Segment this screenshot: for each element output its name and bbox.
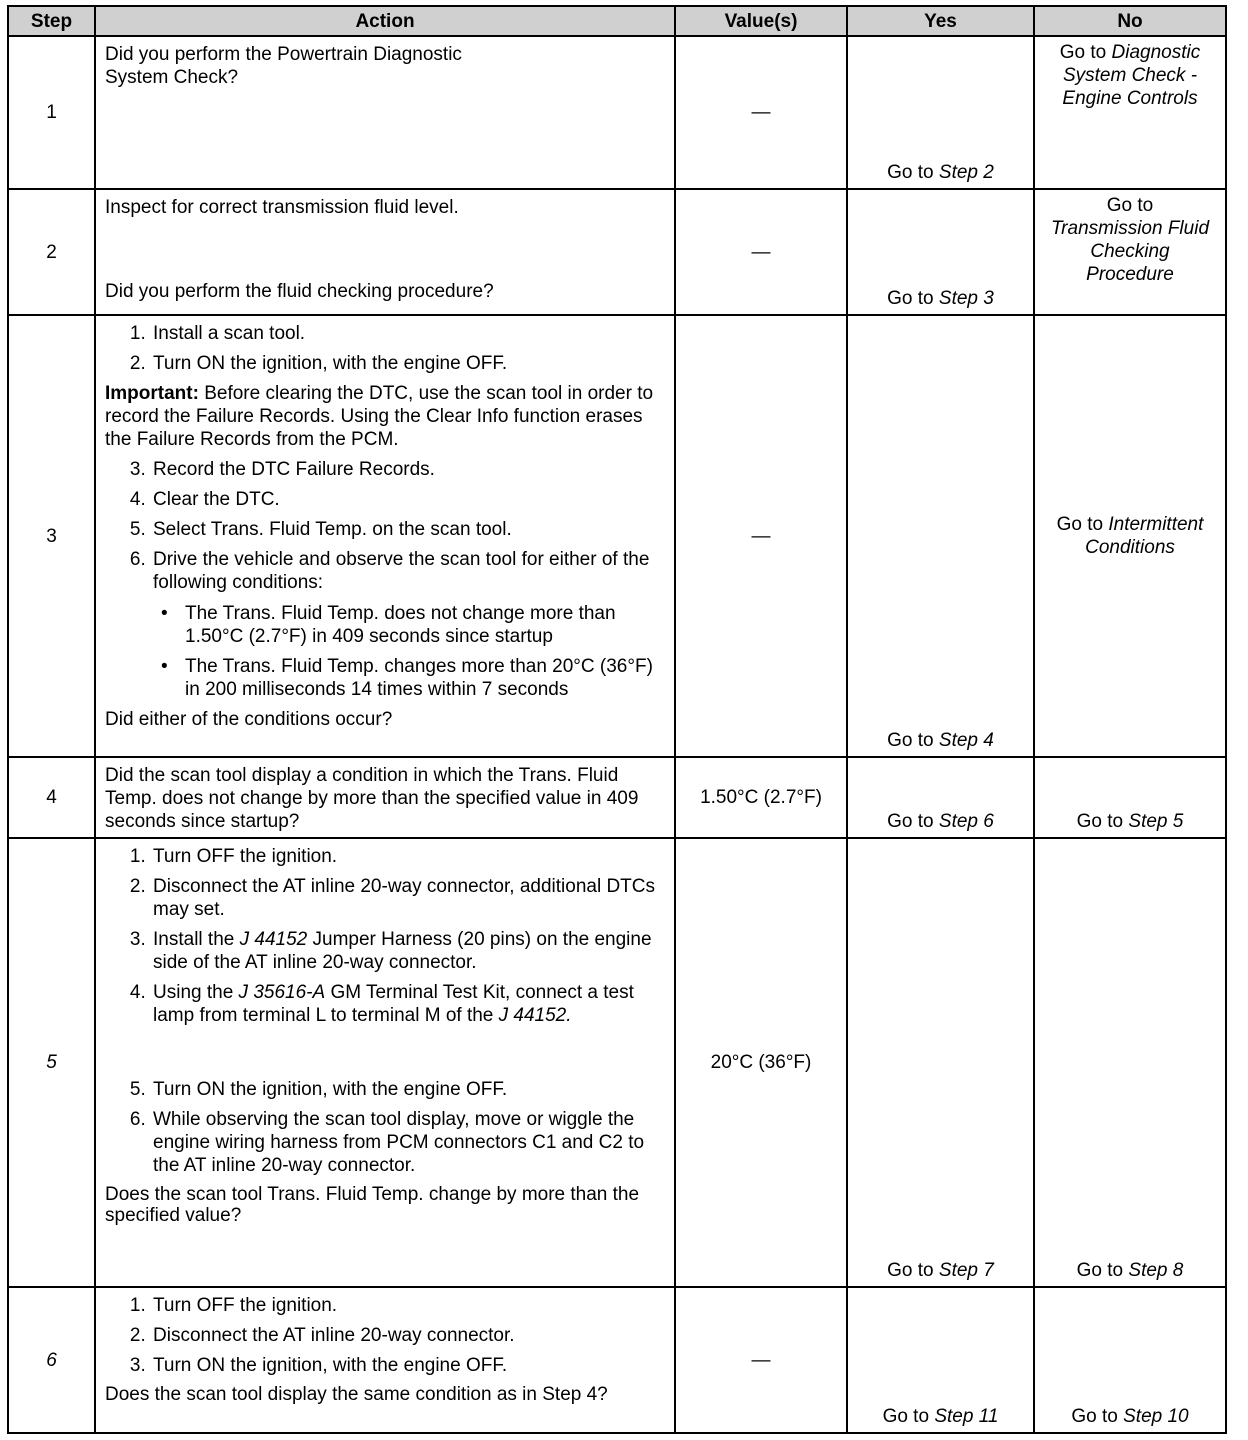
yes-link[interactable]: Step 3 xyxy=(938,288,994,309)
yes-action[interactable] xyxy=(848,1405,1033,1428)
important-note xyxy=(105,382,666,451)
step-number: 3 xyxy=(8,315,95,757)
action-text: Did you perform the Powertrain Diagnostic System Check? xyxy=(105,44,462,88)
procedure-item: 5. Select Trans. Fluid Temp. on the scan tool. xyxy=(151,518,666,541)
procedure-item: 5. Turn ON the ignition, with the engine OFF. xyxy=(151,1078,666,1101)
no-prefix: Go to xyxy=(1056,514,1104,535)
action-question: Did you perform the fluid checking procedure? xyxy=(105,281,494,302)
step-number: 2 xyxy=(8,189,95,315)
table-row xyxy=(8,757,1226,838)
action-question: Did either of the conditions occur? xyxy=(105,709,393,730)
no-link[interactable]: Step 8 xyxy=(1128,1260,1184,1281)
no-cell xyxy=(1034,1287,1226,1433)
header-values: Value(s) xyxy=(675,6,847,36)
no-cell xyxy=(1034,189,1226,315)
yes-link[interactable]: Step 2 xyxy=(938,162,994,183)
no-link[interactable]: Diagnostic System Check - Engine Controls xyxy=(1062,42,1201,109)
value-cell: — xyxy=(675,1287,847,1433)
yes-cell xyxy=(847,838,1034,1287)
action-line: Inspect for correct transmission fluid level. xyxy=(105,197,459,218)
tool-number: J 35616-A xyxy=(238,982,326,1003)
action-question: Does the scan tool Trans. Fluid Temp. change by more than the specified value? xyxy=(105,1184,640,1226)
procedure-item: 4. Clear the DTC. xyxy=(151,488,666,511)
yes-cell xyxy=(847,36,1034,189)
important-label: Important: xyxy=(105,383,199,404)
action-cell xyxy=(95,1287,675,1433)
yes-prefix: Go to xyxy=(887,730,934,751)
yes-prefix: Go to xyxy=(887,811,934,832)
procedure-text: GM Terminal Test Kit, connect a test lamp from terminal L to terminal M of the xyxy=(153,982,634,1026)
yes-link[interactable]: Step 7 xyxy=(938,1260,994,1281)
procedure-item xyxy=(151,981,666,1027)
yes-prefix: Go to xyxy=(882,1406,930,1427)
procedure-item xyxy=(151,928,666,974)
value-cell: — xyxy=(675,315,847,757)
procedure-item: 2. Disconnect the AT inline 20-way connector. xyxy=(151,1324,666,1347)
procedure-item: 3. Record the DTC Failure Records. xyxy=(151,458,666,481)
table-row xyxy=(8,36,1226,189)
procedure-list xyxy=(105,1294,666,1377)
yes-link[interactable]: Step 11 xyxy=(934,1406,999,1427)
yes-action[interactable] xyxy=(848,1259,1033,1282)
condition-item: • The Trans. Fluid Temp. changes more than 20°C (36°F) in 200 milliseconds 14 times within 7 seconds xyxy=(183,655,666,701)
no-link[interactable]: Intermittent Conditions xyxy=(1085,514,1204,558)
action-cell xyxy=(95,315,675,757)
yes-cell xyxy=(847,315,1034,757)
table-row xyxy=(8,838,1226,1287)
action-cell xyxy=(95,838,675,1287)
yes-prefix: Go to xyxy=(887,288,934,309)
procedure-item: 2. Disconnect the AT inline 20-way connector, additional DTCs may set. xyxy=(151,875,666,921)
header-action: Action xyxy=(95,6,675,36)
header-row xyxy=(8,6,1226,36)
no-cell xyxy=(1034,838,1226,1287)
no-cell xyxy=(1034,36,1226,189)
tool-number: J 44152 xyxy=(498,1005,567,1026)
no-action[interactable] xyxy=(1035,513,1225,559)
step-number: 6 xyxy=(8,1287,95,1433)
no-prefix: Go to xyxy=(1106,195,1154,216)
tool-number: J 44152 xyxy=(239,929,308,950)
procedure-item: 1. Turn OFF the ignition. xyxy=(151,845,666,868)
procedure-list xyxy=(105,322,666,375)
table-row xyxy=(8,1287,1226,1433)
no-link[interactable]: Step 10 xyxy=(1123,1406,1189,1427)
value-cell: — xyxy=(675,189,847,315)
procedure-item-text: Drive the vehicle and observe the scan tool for either of the following conditions: xyxy=(153,549,650,593)
procedure-text: . xyxy=(566,1005,572,1026)
no-prefix: Go to xyxy=(1071,1406,1118,1427)
yes-action[interactable] xyxy=(848,729,1033,752)
action-cell xyxy=(95,36,675,189)
no-action[interactable] xyxy=(1035,190,1225,286)
procedure-item: 6. While observing the scan tool display, move or wiggle the engine wiring harness from PCM connectors C1 and C2 to the AT inline 20-way connector. xyxy=(151,1108,666,1177)
value-cell: 20°C (36°F) xyxy=(675,838,847,1287)
no-cell xyxy=(1034,315,1226,757)
no-action[interactable] xyxy=(1035,810,1225,833)
procedure-item xyxy=(151,548,666,701)
procedure-item: 1. Install a scan tool. xyxy=(151,322,666,345)
yes-cell xyxy=(847,757,1034,838)
step-number: 4 xyxy=(8,757,95,838)
value-cell: 1.50°C (2.7°F) xyxy=(675,757,847,838)
procedure-item: 3. Turn ON the ignition, with the engine OFF. xyxy=(151,1354,666,1377)
no-link[interactable]: Step 5 xyxy=(1128,811,1184,832)
table-row xyxy=(8,315,1226,757)
procedure-text: Jumper Harness (20 pins) on the engine side of the AT inline 20-way connector. xyxy=(153,929,652,973)
yes-action[interactable] xyxy=(848,287,1033,310)
procedure-list xyxy=(105,845,666,1027)
procedure-list xyxy=(105,1078,666,1177)
action-question: Does the scan tool display the same condition as in Step 4? xyxy=(105,1384,608,1405)
important-text: Before clearing the DTC, use the scan tool in order to record the Failure Records. Using the Clear Info function erases the Failure Records from the PCM. xyxy=(105,383,654,450)
action-text: Did the scan tool display a condition in which the Trans. Fluid Temp. does not change by more than the specified value in 409 seconds since startup? xyxy=(105,765,639,832)
yes-link[interactable]: Step 4 xyxy=(938,730,994,751)
procedure-text: Install the xyxy=(153,929,240,950)
yes-action[interactable] xyxy=(848,161,1033,184)
no-prefix: Go to xyxy=(1076,1260,1124,1281)
no-action[interactable] xyxy=(1035,1259,1225,1282)
condition-item: • The Trans. Fluid Temp. does not change more than 1.50°C (2.7°F) in 409 seconds since startup xyxy=(183,602,666,648)
yes-prefix: Go to xyxy=(887,162,934,183)
value-cell: — xyxy=(675,36,847,189)
procedure-item: 2. Turn ON the ignition, with the engine OFF. xyxy=(151,352,666,375)
no-prefix: Go to xyxy=(1076,811,1124,832)
yes-link[interactable]: Step 6 xyxy=(938,811,994,832)
step-number: 5 xyxy=(8,838,95,1287)
table-row xyxy=(8,189,1226,315)
no-prefix: Go to xyxy=(1059,42,1107,63)
procedure-text: Using the xyxy=(153,982,239,1003)
header-yes: Yes xyxy=(847,6,1034,36)
yes-cell xyxy=(847,1287,1034,1433)
action-cell xyxy=(95,757,675,838)
no-cell xyxy=(1034,757,1226,838)
no-action[interactable] xyxy=(1035,1405,1225,1428)
procedure-item: 1. Turn OFF the ignition. xyxy=(151,1294,666,1317)
header-step: Step xyxy=(8,6,95,36)
diagnostic-table xyxy=(7,5,1227,1434)
no-action[interactable] xyxy=(1035,37,1225,110)
yes-cell xyxy=(847,189,1034,315)
condition-list xyxy=(153,602,666,701)
yes-prefix: Go to xyxy=(887,1260,934,1281)
procedure-list xyxy=(105,458,666,701)
yes-action[interactable] xyxy=(848,810,1033,833)
step-number: 1 xyxy=(8,36,95,189)
action-cell xyxy=(95,189,675,315)
no-link[interactable]: Transmission Fluid Checking Procedure xyxy=(1050,218,1210,285)
header-no: No xyxy=(1034,6,1226,36)
